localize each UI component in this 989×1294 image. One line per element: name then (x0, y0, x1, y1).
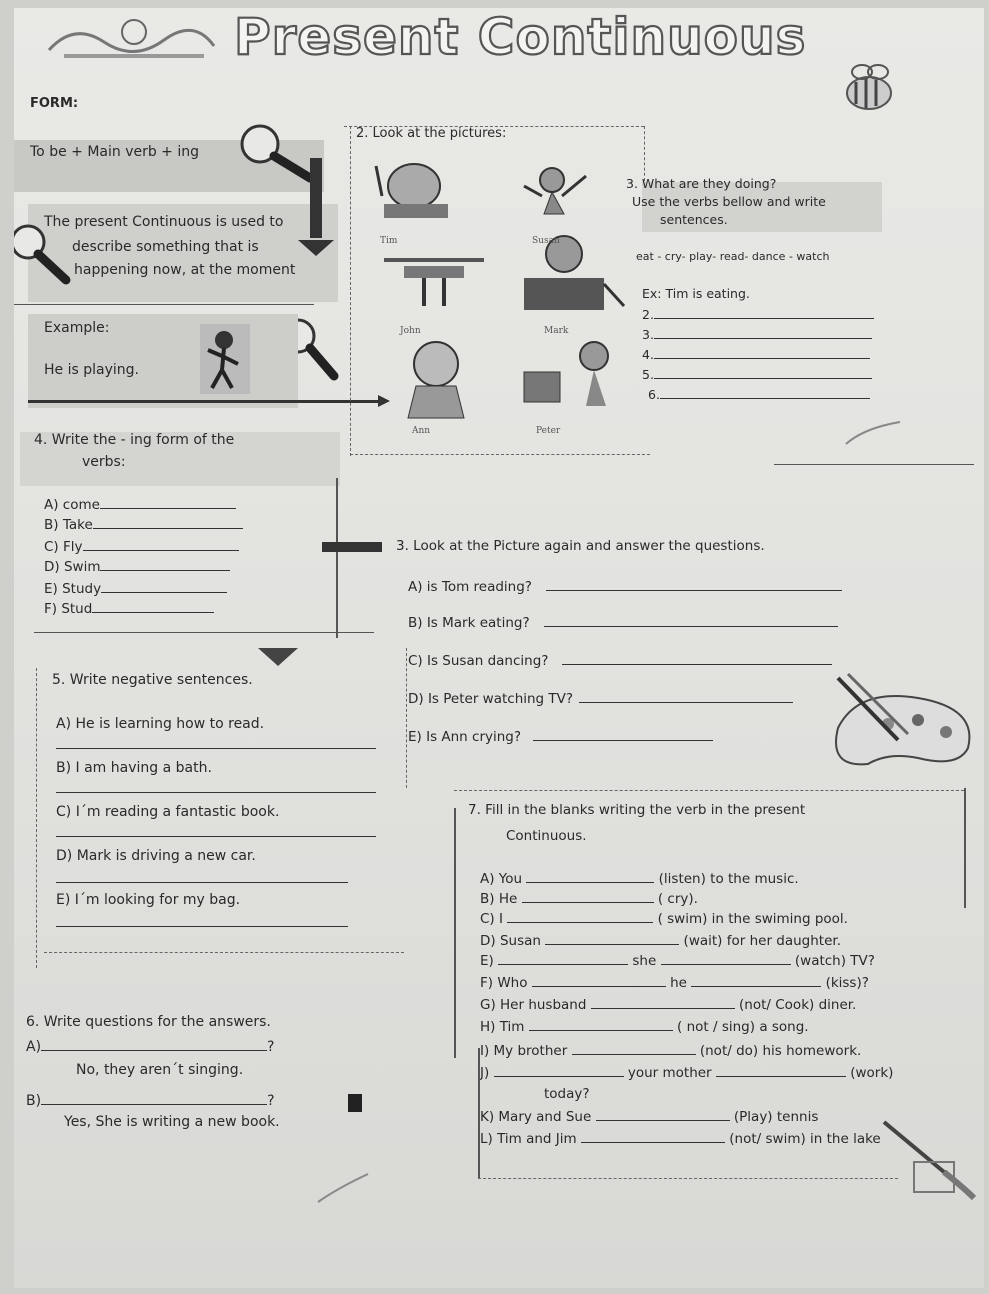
tim-eating-image (376, 164, 448, 218)
worksheet-title: Present Continuous (234, 8, 807, 66)
ex3-heading-2: Use the verbs bellow and write (632, 194, 826, 209)
ex5-item-e: E) I´m looking for my bag. (56, 892, 241, 908)
ex5-answer-d[interactable] (56, 870, 348, 883)
picture-name-tim: Tim (380, 236, 398, 246)
form-use-line-1: The present Continuous is used to (44, 214, 284, 230)
ex6-question-a[interactable]: A) ? (26, 1039, 275, 1055)
ex5-item-a: A) He is learning how to read. (56, 716, 265, 732)
ex7-item-l[interactable]: L) Tim and Jim (not/ swim) in the lake (480, 1131, 881, 1147)
bee-clipart-icon (834, 58, 904, 118)
ann-crying-image (408, 342, 464, 418)
ex3b-question-a[interactable]: A) is Tom reading? (408, 578, 842, 595)
ex3b-question-e[interactable]: E) Is Ann crying? (408, 728, 713, 745)
ex4-item-b[interactable]: B) Take (44, 516, 243, 533)
ex3-item-2[interactable]: 2. (642, 306, 874, 322)
form-formula: To be + Main verb + ing (30, 144, 200, 160)
ex6-answer-b: Yes, She is writing a new book. (64, 1114, 280, 1130)
peter-watching-tv-image (524, 342, 608, 406)
pictures-heading: 2. Look at the pictures: (356, 126, 507, 141)
ex4-item-c[interactable]: C) Fly (44, 538, 239, 555)
pictures-illustrations (364, 156, 644, 438)
ex4-item-e[interactable]: E) Study (44, 580, 227, 597)
worksheet (14, 8, 984, 1288)
ex3-item-5[interactable]: 5. (642, 366, 872, 382)
ex7-heading-2: Continuous. (506, 828, 587, 844)
ex3b-question-c[interactable]: C) Is Susan dancing? (408, 652, 832, 669)
ex7-item-j-cont: today? (544, 1086, 590, 1102)
ex3-item-6[interactable]: 6. (648, 386, 870, 402)
ex6-question-b[interactable]: B) ? (26, 1093, 275, 1109)
ex5-answer-b[interactable] (56, 780, 376, 793)
ex3-item-3[interactable]: 3. (642, 326, 872, 342)
john-image (384, 260, 484, 306)
ex7-item-h[interactable]: H) Tim ( not / sing) a song. (480, 1019, 809, 1035)
ex7-item-c[interactable]: C) I ( swim) in the swiming pool. (480, 911, 848, 927)
magnifier-icon (14, 222, 84, 292)
mark-reading-image (524, 236, 624, 310)
ex7-item-f[interactable]: F) Who he (kiss)? (480, 975, 869, 991)
ex7-item-b[interactable]: B) He ( cry). (480, 891, 698, 907)
ex3-verbs: eat - cry- play- read- dance - watch (636, 250, 830, 263)
susan-dancing-image (524, 168, 586, 214)
ex5-item-d: D) Mark is driving a new car. (56, 848, 256, 864)
form-use-line-3: happening now, at the moment (74, 262, 296, 278)
form-use-line-2: describe something that is (72, 239, 259, 255)
title-clipart-icon (44, 12, 224, 62)
magnifier-icon (232, 118, 322, 188)
ex3-heading-1: 3. What are they doing? (626, 176, 777, 191)
ex7-heading: 7. Fill in the blanks writing the verb in the present (468, 802, 806, 818)
ex4-item-a[interactable]: A) come (44, 496, 236, 513)
ex7-item-j[interactable]: J) your mother (work) (480, 1065, 894, 1081)
ex7-item-a[interactable]: A) You (listen) to the music. (480, 871, 799, 887)
picture-name-mark: Mark (544, 326, 569, 336)
ex5-answer-e[interactable] (56, 914, 348, 927)
ex3-heading-3: sentences. (660, 212, 728, 227)
ex3b-heading: 3. Look at the Picture again and answer the questions. (396, 538, 765, 554)
ex7-item-i[interactable]: I) My brother (not/ do) his homework. (480, 1043, 862, 1059)
ex5-answer-c[interactable] (56, 824, 376, 837)
example-label: Example: (44, 320, 110, 336)
ex4-heading: 4. Write the - ing form of the (34, 432, 235, 448)
pencil-doodle-icon (314, 1168, 374, 1208)
picture-name-peter: Peter (536, 426, 561, 436)
ex7-item-e[interactable]: E) she (watch) TV? (480, 953, 875, 969)
form-heading: FORM: (30, 96, 79, 111)
example-sentence: He is playing. (44, 362, 139, 378)
pencil-doodle-icon (844, 418, 904, 448)
picture-name-john: John (400, 326, 421, 336)
ex3-item-4[interactable]: 4. (642, 346, 870, 362)
ex5-heading: 5. Write negative sentences. (52, 672, 253, 688)
ex7-item-k[interactable]: K) Mary and Sue (Play) tennis (480, 1109, 819, 1125)
paint-palette-icon (818, 668, 984, 780)
picture-name-ann: Ann (412, 426, 431, 436)
ex6-heading: 6. Write questions for the answers. (26, 1014, 271, 1030)
ex5-item-b: B) I am having a bath. (56, 760, 212, 776)
ex6-answer-a: No, they aren´t singing. (76, 1062, 244, 1078)
ex5-answer-a[interactable] (56, 736, 376, 749)
boy-playing-image (200, 324, 250, 394)
ex4-item-f[interactable]: F) Stud (44, 600, 214, 617)
ex7-item-d[interactable]: D) Susan (wait) for her daughter. (480, 933, 842, 949)
ex3b-question-b[interactable]: B) Is Mark eating? (408, 614, 838, 631)
picture-name-susan: Susan (532, 236, 560, 246)
ex3b-question-d[interactable]: D) Is Peter watching TV? (408, 690, 793, 707)
ex4-heading-2: verbs: (82, 454, 126, 470)
ex5-item-c: C) I´m reading a fantastic book. (56, 804, 280, 820)
paintbrush-clipart-icon (874, 1102, 984, 1202)
ex4-item-d[interactable]: D) Swim (44, 558, 230, 575)
ex7-item-g[interactable]: G) Her husband (not/ Cook) diner. (480, 997, 857, 1013)
ex3-example: Ex: Tim is eating. (642, 286, 750, 301)
